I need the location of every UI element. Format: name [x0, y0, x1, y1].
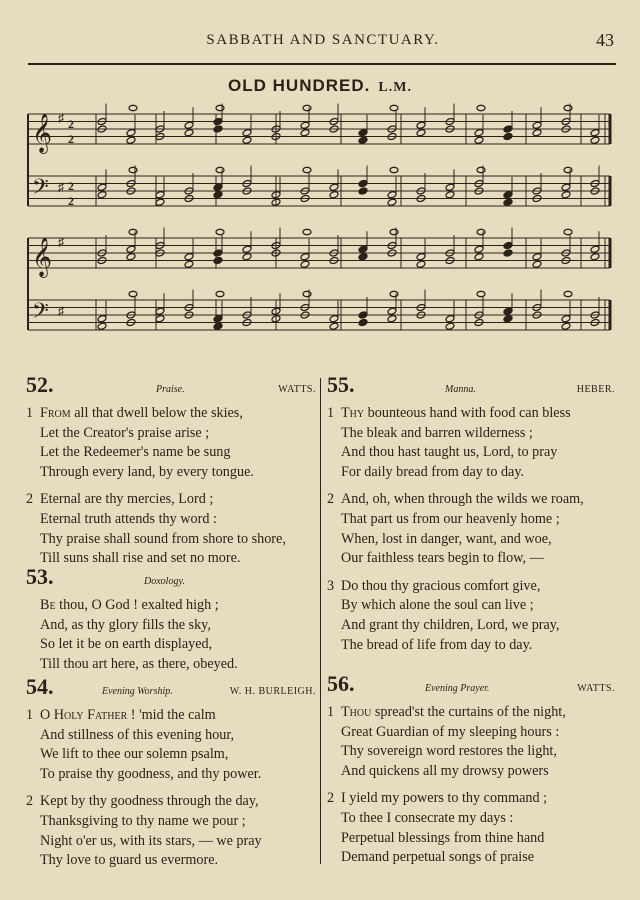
verse-line: Thanksgiving to thy name we pour ; [40, 812, 246, 829]
note-head-icon [155, 191, 165, 199]
note-head-icon [129, 229, 137, 234]
hymn-number: 52. [26, 372, 54, 397]
note-head-icon [97, 322, 107, 330]
stanza [327, 490, 615, 568]
hymn-subject: Evening Worship. [102, 686, 173, 697]
verse-text: bounteous hand with food can bless [364, 405, 571, 421]
note-head-icon [503, 132, 513, 140]
verse-line: We lift to thee our solemn psalm, [40, 746, 229, 763]
note-head-icon [213, 315, 223, 323]
note-head-icon [129, 167, 137, 172]
note-head-icon [213, 117, 223, 125]
verse-line [327, 490, 615, 510]
note-head-icon [358, 136, 368, 144]
note-head-icon [329, 183, 339, 191]
verse-line: Perpetual blessings from thine hand [341, 829, 545, 846]
note-head-icon [445, 191, 455, 199]
hymn-heading [26, 372, 316, 404]
note-head-icon [155, 198, 165, 206]
note-head-icon [503, 125, 513, 133]
note-head-icon [303, 229, 311, 234]
time-signature-icon: 2 [68, 132, 74, 146]
note-head-icon [532, 260, 542, 268]
note-head-icon [561, 191, 571, 199]
sharp-icon: ♯ [58, 111, 64, 125]
verse-line: And thou hast taught us, Lord, to pray [341, 444, 558, 461]
hymn-number: 55. [327, 372, 355, 397]
note-head-icon [387, 191, 397, 199]
time-signature-icon: 2 [68, 179, 74, 193]
note-head-icon [564, 167, 572, 172]
verse-line: Through every land, by every tongue. [40, 463, 254, 480]
note-head-icon [503, 198, 513, 206]
verse-line: Thy sovereign word restores the light, [341, 743, 557, 760]
note-head-icon [474, 136, 484, 144]
note-head-icon [477, 105, 485, 110]
hymn-number: 54. [26, 674, 54, 699]
note-head-icon [503, 307, 513, 315]
note-head-icon [503, 315, 513, 323]
verse-line: The bread of life from day to day. [341, 636, 533, 653]
note-head-icon [561, 183, 571, 191]
page-number: 43 [596, 30, 614, 50]
note-head-icon [303, 105, 311, 110]
note-head-icon [416, 260, 426, 268]
bass-clef-icon: 𝄢 [32, 299, 49, 329]
note-head-icon [213, 125, 223, 133]
hymn-56 [327, 671, 615, 876]
verse-line [26, 404, 316, 424]
note-head-icon [358, 311, 368, 319]
verse-line: That part us from our heavenly home ; [341, 510, 560, 527]
stanza-number: 1 [327, 704, 335, 720]
note-head-icon [216, 229, 224, 234]
stanza [26, 596, 316, 674]
note-head-icon [216, 291, 224, 296]
tune-title [0, 76, 640, 96]
verse-line: Let the Redeemer's name be sung [40, 444, 231, 461]
verse-line: By which alone the soul can live ; [341, 597, 534, 614]
verse-text: Do thou thy gracious comfort give, [341, 577, 541, 594]
note-head-icon [329, 315, 339, 323]
note-head-icon [358, 318, 368, 326]
hymn-subject: Evening Prayer. [425, 683, 490, 694]
stanza-number: 2 [327, 491, 335, 508]
verse-line: Till suns shall rise and set no more. [40, 550, 241, 567]
verse-line: Our faithless tears begin to flow, — [341, 550, 544, 567]
note-head-icon [97, 183, 107, 191]
note-head-icon [213, 191, 223, 199]
note-head-icon [532, 121, 542, 129]
verse-line: Thy love to guard us evermore. [40, 852, 219, 869]
verse-line: Thy praise shall sound from shore to shore, [40, 530, 286, 547]
sharp-icon: ♯ [58, 235, 64, 249]
stanza [327, 703, 615, 781]
note-head-icon [390, 167, 398, 172]
hymn-author: WATTS. [577, 683, 615, 694]
verse-text: I yield my powers to thy command ; [341, 790, 548, 807]
note-head-icon [184, 260, 194, 268]
note-head-icon [213, 249, 223, 257]
note-head-icon [97, 315, 107, 323]
note-head-icon [416, 121, 426, 129]
note-head-icon [387, 198, 397, 206]
note-head-icon [416, 253, 426, 261]
note-head-icon [445, 322, 455, 330]
hymn-53 [26, 564, 316, 682]
sharp-icon: ♯ [58, 304, 64, 318]
stanza-number: 1 [327, 405, 335, 421]
verse-lead: O Holy Father [40, 707, 128, 723]
note-head-icon [358, 179, 368, 187]
note-head-icon [590, 129, 600, 137]
verse-line: The bleak and barren wilderness ; [341, 424, 533, 441]
stanza [26, 490, 316, 568]
verse-text: spread'st the curtains of the night, [371, 704, 566, 720]
verse-lead: Be [40, 597, 56, 613]
note-head-icon [390, 229, 398, 234]
verse-text: Eternal are thy mercies, Lord ; [40, 491, 214, 508]
verse-line [327, 404, 615, 424]
note-head-icon [213, 183, 223, 191]
note-head-icon [213, 256, 223, 264]
tune-name: OLD HUNDRED. [228, 76, 371, 95]
note-head-icon [216, 167, 224, 172]
running-title: SABBATH AND SANCTUARY. [206, 32, 440, 48]
page-header [28, 30, 618, 56]
hymn-55 [327, 372, 615, 663]
note-head-icon [126, 253, 136, 261]
verse-line: When, lost in danger, want, and woe, [341, 530, 552, 547]
note-head-icon [213, 322, 223, 330]
verse-line [26, 792, 316, 812]
verse-line: Demand perpetual songs of praise [341, 849, 535, 866]
note-head-icon [532, 129, 542, 137]
note-head-icon [300, 253, 310, 261]
verse-line: And grant thy children, Lord, we pray, [341, 616, 560, 633]
note-head-icon [503, 191, 513, 199]
stanza [327, 789, 615, 867]
verse-line [327, 789, 615, 809]
note-head-icon [390, 105, 398, 110]
stanza [26, 792, 316, 870]
note-head-icon [390, 291, 398, 296]
verse-line [327, 703, 615, 723]
hymn-52 [26, 372, 316, 577]
stanza-number: 2 [26, 793, 34, 810]
note-head-icon [590, 136, 600, 144]
note-head-icon [303, 167, 311, 172]
hymn-54 [26, 674, 316, 879]
note-head-icon [242, 253, 252, 261]
time-signature-icon: 2 [68, 194, 74, 208]
time-signature-icon: 2 [68, 117, 74, 131]
verse-line [26, 596, 316, 616]
note-head-icon [358, 187, 368, 195]
verse-lead: Thy [341, 405, 365, 421]
note-head-icon [184, 129, 194, 137]
note-head-icon [564, 229, 572, 234]
treble-clef-icon: 𝄞 [32, 113, 53, 153]
note-head-icon [532, 253, 542, 261]
note-head-icon [590, 245, 600, 253]
music-score [26, 102, 616, 364]
verse-line: Great Guardian of my sleeping hours : [341, 723, 560, 740]
note-head-icon [129, 105, 137, 110]
note-head-icon [303, 291, 311, 296]
note-head-icon [329, 322, 339, 330]
stanza [327, 404, 615, 482]
hymn-number: 53. [26, 564, 54, 589]
note-head-icon [387, 307, 397, 315]
note-head-icon [416, 129, 426, 137]
note-head-icon [503, 249, 513, 257]
note-head-icon [474, 245, 484, 253]
hymn-heading [26, 674, 316, 706]
note-head-icon [242, 129, 252, 137]
note-head-icon [477, 167, 485, 172]
note-head-icon [126, 245, 136, 253]
note-head-icon [477, 229, 485, 234]
note-head-icon [216, 105, 224, 110]
header-rule [28, 63, 616, 65]
verse-line: To praise thy goodness, and thy power. [40, 765, 262, 782]
note-head-icon [300, 129, 310, 137]
note-head-icon [564, 105, 572, 110]
verse-line: For daily bread from day to day. [341, 463, 525, 480]
note-head-icon [155, 315, 165, 323]
verse-lead: Thou [341, 704, 372, 720]
note-head-icon [126, 129, 136, 137]
verse-text: And, oh, when through the wilds we roam, [341, 491, 584, 508]
note-head-icon [97, 191, 107, 199]
hymn-heading [327, 372, 615, 404]
note-head-icon [474, 129, 484, 137]
tune-meter: L.M. [378, 80, 412, 95]
note-head-icon [561, 322, 571, 330]
stanza [327, 577, 615, 655]
hymn-subject: Doxology. [144, 576, 185, 587]
note-head-icon [300, 121, 310, 129]
note-head-icon [474, 253, 484, 261]
verse-line: And stillness of this evening hour, [40, 726, 235, 743]
bass-clef-icon: 𝄢 [32, 175, 49, 205]
note-head-icon [503, 241, 513, 249]
verse-line: So let it be on earth displayed, [40, 636, 213, 653]
stanza-number: 2 [327, 790, 335, 807]
note-head-icon [300, 260, 310, 268]
note-head-icon [184, 253, 194, 261]
note-head-icon [561, 315, 571, 323]
verse-line [26, 490, 316, 510]
hymn-author: WATTS. [278, 384, 316, 395]
verse-line: Let the Creator's praise arise ; [40, 424, 210, 441]
hymn-author: HEBER. [576, 384, 615, 395]
note-head-icon [358, 253, 368, 261]
verse-lead: From [40, 405, 71, 421]
stanza [26, 404, 316, 482]
hymn-subject: Manna. [445, 384, 476, 395]
note-head-icon [358, 129, 368, 137]
verse-text: ! 'mid the calm [127, 707, 216, 723]
sharp-icon: ♯ [58, 180, 64, 194]
note-head-icon [184, 121, 194, 129]
note-head-icon [358, 245, 368, 253]
note-head-icon [445, 183, 455, 191]
verse-text: thou, O God ! exalted high ; [55, 597, 219, 613]
treble-clef-icon: 𝄞 [32, 237, 53, 277]
hymn-number: 56. [327, 671, 355, 696]
column-divider [320, 378, 321, 864]
note-head-icon [126, 136, 136, 144]
note-head-icon [564, 291, 572, 296]
verse-line: And, as thy glory fills the sky, [40, 616, 211, 633]
note-head-icon [329, 191, 339, 199]
hymn-subject: Praise. [156, 384, 185, 395]
stanza [26, 706, 316, 784]
note-head-icon [242, 136, 252, 144]
hymn-heading [26, 564, 316, 596]
note-head-icon [590, 253, 600, 261]
verse-line [26, 706, 316, 726]
hymn-heading [327, 671, 615, 703]
verse-line [327, 577, 615, 597]
note-head-icon [445, 315, 455, 323]
verse-line: Night o'er us, with its stars, — we pray [40, 832, 262, 849]
note-head-icon [129, 291, 137, 296]
note-head-icon [387, 315, 397, 323]
verse-line: Eternal truth attends thy word : [40, 510, 217, 527]
verse-line: And quickens all my drowsy powers [341, 762, 549, 779]
note-head-icon [477, 291, 485, 296]
stanza-number: 2 [26, 491, 34, 508]
stanza-number: 1 [26, 707, 34, 723]
verse-line: To thee I consecrate my days : [341, 809, 514, 826]
note-head-icon [155, 307, 165, 315]
stanza-number: 3 [327, 577, 335, 594]
verse-text: Kept by thy goodness through the day, [40, 793, 259, 810]
verse-line: Till thou art here, as there, obeyed. [40, 655, 238, 672]
verse-text: all that dwell below the skies, [70, 405, 243, 421]
hymn-author: W. H. BURLEIGH. [229, 686, 316, 697]
stanza-number: 1 [26, 405, 34, 421]
note-head-icon [242, 245, 252, 253]
